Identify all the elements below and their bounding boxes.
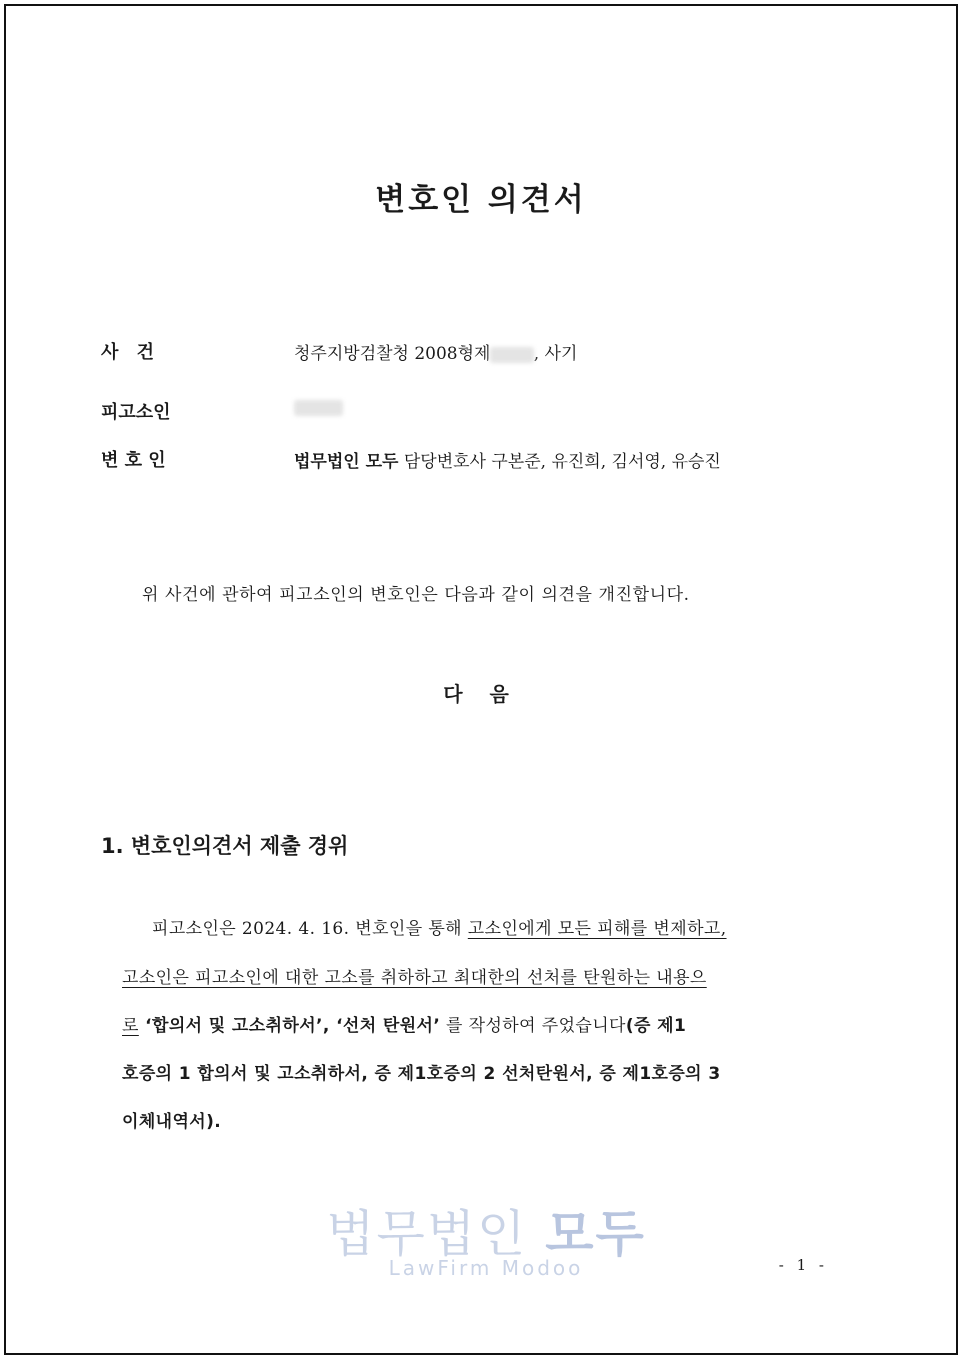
para-line-4: 호증의 1 합의서 및 고소취하서, 증 제1호증의 2 선처탄원서, 증 제1호증의 3	[122, 1064, 721, 1084]
para-line-2	[122, 963, 707, 988]
case-value-prefix: 청주지방검찰청 2008형제	[294, 344, 491, 364]
redacted-case-number	[490, 347, 533, 363]
case-label: 사 건	[101, 342, 161, 363]
para-text: 피고소인은 2024. 4. 16. 변호인을 통해	[152, 919, 468, 939]
accused-value	[294, 397, 343, 417]
section-1-title: 1. 변호인의견서 제출 경위	[101, 834, 349, 858]
para-text: 를 작성하여 주었습니다	[446, 1016, 626, 1036]
page-number: - 1 -	[778, 1256, 828, 1274]
daeum-heading: 다 음	[443, 682, 519, 706]
para-underlined: 고소인에게 모든 피해를 변제하고,	[467, 919, 727, 939]
watermark-bold: 모두	[545, 1205, 646, 1263]
intro-sentence: 위 사건에 관하여 피고소인의 변호인은 다음과 같이 의견을 개진합니다.	[142, 585, 690, 605]
para-line-1	[152, 914, 727, 939]
counsel-value	[294, 447, 721, 472]
para-bold: ‘합의서 및 고소취하서’, ‘선처 탄원서’	[138, 1016, 441, 1036]
para-line-3	[122, 1011, 686, 1036]
counsel-label: 변 호 인	[101, 450, 166, 471]
redacted-accused-name	[294, 400, 343, 416]
counsel-lawyers: 담당변호사 구본준, 유진희, 김서영, 유승진	[398, 452, 721, 472]
accused-label: 피고소인	[101, 402, 171, 423]
document-title: 변호인 의견서	[375, 182, 587, 218]
para-underlined: 로	[122, 1016, 139, 1036]
counsel-firm: 법무법인 모두	[294, 452, 399, 472]
case-value-suffix: , 사기	[533, 344, 578, 364]
para-line-5: 이체내역서).	[122, 1112, 222, 1132]
para-underlined: 고소인은 피고소인에 대한 고소를 취하하고 최대한의 선처를 탄원하는 내용으	[122, 968, 707, 988]
case-value	[294, 339, 577, 364]
para-bold: (증 제1	[625, 1016, 687, 1036]
watermark-subtitle: LawFirm Modoo	[388, 1256, 584, 1280]
watermark-text: 법무법인	[326, 1205, 546, 1263]
document-page	[4, 4, 958, 1355]
